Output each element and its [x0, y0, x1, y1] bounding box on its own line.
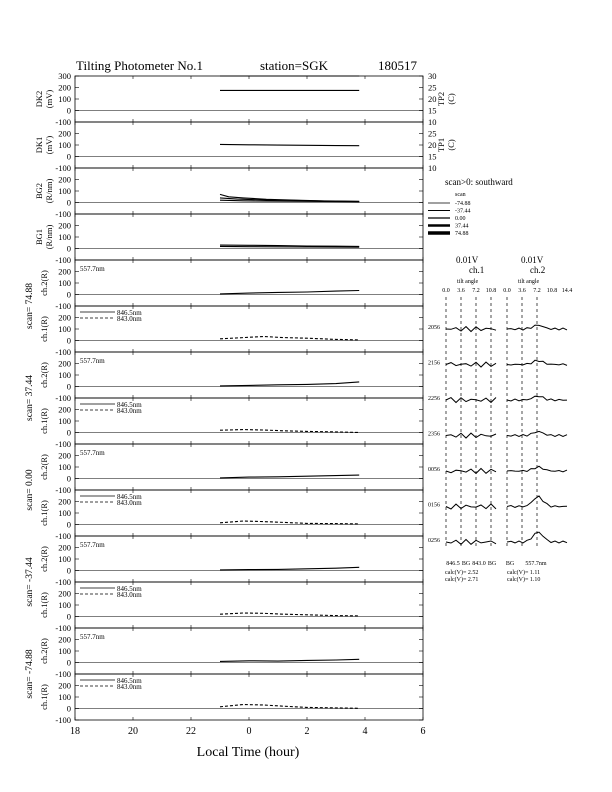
- y-label-line: ch.2(R): [39, 362, 49, 388]
- right-tick-label: 20: [428, 94, 437, 104]
- scan-group-label: scan= 0.00: [25, 469, 35, 511]
- y-tick-label: 100: [58, 692, 71, 702]
- data-series-line: [220, 430, 359, 433]
- ch1-bottom-label: 843.0: [472, 561, 486, 567]
- ch2-tick-label: 14.4: [561, 288, 573, 294]
- y-tick-label: 200: [58, 404, 71, 415]
- wavelength-annotation: 557.7nm: [80, 265, 105, 273]
- wavelength-annotation: 557.7nm: [80, 633, 105, 641]
- x-axis-title: Local Time (hour): [196, 745, 300, 760]
- y-label-line: ch.2(R): [39, 638, 49, 664]
- y-tick-label: 200: [58, 266, 71, 277]
- y-tick-label: 0: [66, 151, 71, 162]
- y-tick-label: 0: [66, 427, 71, 438]
- y-tick-label: 0: [66, 197, 71, 208]
- ch1-tilt-profile: [446, 362, 496, 367]
- panel-y-label: [34, 179, 54, 204]
- ch2-tick-label: 3.6: [518, 288, 526, 294]
- panel-frame: [75, 168, 423, 214]
- y-tick-label: -100: [55, 715, 71, 725]
- right-label-line: TP2: [436, 91, 446, 107]
- y-label-line: (R/nm): [44, 224, 54, 250]
- legend-label: 846.5nm: [117, 309, 142, 317]
- y-tick-label: 200: [58, 496, 71, 507]
- ch1-scale-label: 0.01V: [456, 255, 479, 265]
- ch1-bottom-label: 846.5: [446, 561, 460, 567]
- ch1-tick-label: 0.0: [442, 288, 450, 294]
- y-tick-label: -100: [55, 301, 71, 311]
- y-tick-label: 200: [58, 542, 71, 553]
- right-tick-label: 20: [428, 140, 437, 150]
- legend-label: 846.5nm: [117, 493, 142, 501]
- y-tick-label: -100: [55, 439, 71, 449]
- scan-time-label: 2156: [428, 360, 440, 367]
- x-tick-label: 18: [70, 726, 80, 737]
- y-tick-label: 100: [58, 94, 71, 104]
- data-series-line: [220, 382, 359, 386]
- side-legend-label: 74.88: [455, 231, 469, 237]
- y-tick-label: 200: [58, 450, 71, 461]
- x-tick-label: 4: [362, 726, 368, 737]
- y-label-line: ch.1(R): [39, 684, 49, 710]
- y-tick-label: 0: [66, 565, 71, 576]
- panel-frame: [75, 260, 423, 306]
- x-tick-label: 0: [246, 726, 252, 737]
- y-tick-label: -100: [55, 117, 71, 127]
- y-tick-label: -100: [55, 163, 71, 173]
- panel-y-label: [34, 136, 54, 155]
- y-tick-label: 100: [58, 186, 71, 196]
- ch1-tilt-profile: [446, 540, 496, 545]
- scan-time-label: 0056: [428, 467, 440, 473]
- y-tick-label: 100: [58, 324, 71, 334]
- legend-label: 843.0nm: [117, 499, 142, 507]
- y-tick-label: 0: [66, 473, 71, 484]
- panel-y-label: [39, 638, 49, 664]
- ch2-subheading: tilt angle: [518, 279, 540, 285]
- side-legend-title: scan>0: southward: [445, 177, 513, 187]
- ch2-tick-label: 0.0: [503, 288, 511, 294]
- ch1-tilt-profile: [446, 504, 496, 509]
- panel-frame: [75, 628, 423, 674]
- ch1-calc-value: calc(V)= 2.52: [445, 570, 479, 576]
- y-tick-label: 0: [66, 519, 71, 530]
- y-tick-label: 100: [58, 278, 71, 288]
- panel-y-label: [34, 90, 54, 109]
- y-tick-label: 0: [66, 289, 71, 300]
- ch2-scale-label: 0.01V: [521, 255, 544, 265]
- panel-stack: [25, 71, 456, 737]
- right-y-label: [436, 92, 456, 106]
- y-tick-label: 100: [58, 600, 71, 610]
- wavelength-annotation: 557.7nm: [80, 449, 105, 457]
- ch1-tick-label: 7.2: [472, 288, 480, 294]
- right-label-line: TP1: [436, 137, 446, 153]
- chart-title: Tilting Photometer No.1: [76, 58, 204, 73]
- data-series-line: [220, 567, 359, 570]
- panel-y-label: [39, 316, 49, 342]
- y-tick-label: -100: [55, 209, 71, 219]
- y-tick-label: 100: [58, 462, 71, 472]
- y-label-line: (mV): [44, 135, 54, 155]
- ch1-tick-label: 10.8: [485, 288, 497, 294]
- y-tick-label: 200: [58, 358, 71, 369]
- date-label: 180517: [378, 58, 417, 73]
- panel-frame: [75, 214, 423, 260]
- legend-label: 843.0nm: [117, 683, 142, 691]
- data-series-line: [220, 659, 359, 661]
- ch2-tick-label: 10.8: [546, 288, 558, 294]
- y-tick-label: -100: [55, 577, 71, 587]
- right-tick-label: 25: [428, 82, 437, 93]
- scan-time-label: 0256: [428, 538, 440, 544]
- panel-y-label: [34, 225, 54, 250]
- panel-y-label: [39, 270, 49, 296]
- y-label-line: ch.1(R): [39, 500, 49, 526]
- ch2-tilt-profile: [507, 466, 567, 472]
- legend-label: 843.0nm: [117, 315, 142, 323]
- ch2-calc-value: calc(V)= 1.10: [507, 577, 541, 583]
- y-tick-label: 100: [58, 232, 71, 242]
- legend-label: 843.0nm: [117, 407, 142, 415]
- right-label-line: (C): [446, 93, 456, 105]
- data-series-line: [220, 475, 359, 478]
- ch1-bottom-label: BG: [487, 561, 497, 567]
- y-tick-label: 0: [66, 243, 71, 254]
- data-series-line: [220, 337, 359, 340]
- x-tick-label: 20: [128, 726, 138, 737]
- panel-y-label: [39, 592, 49, 618]
- scan-time-label: 2256: [428, 396, 440, 402]
- scan-group-label: scan= 37.44: [25, 375, 35, 421]
- ch1-label: ch.1: [469, 265, 485, 275]
- panel-y-label: [39, 362, 49, 388]
- y-tick-label: 200: [58, 634, 71, 645]
- right-tick-label: 30: [428, 71, 437, 81]
- panel-frame: [75, 352, 423, 398]
- scan-time-label: 2356: [428, 431, 440, 438]
- y-label-line: ch.2(R): [39, 546, 49, 572]
- y-tick-label: 100: [58, 508, 71, 518]
- y-tick-label: 200: [58, 588, 71, 599]
- y-tick-label: -100: [55, 669, 71, 679]
- ch2-tick-label: 7.2: [533, 288, 541, 294]
- panel-y-label: [39, 454, 49, 480]
- panel-y-label: [39, 500, 49, 526]
- y-label-line: (mV): [44, 89, 54, 109]
- right-tick-label: 15: [428, 105, 437, 116]
- panel-y-label: [39, 546, 49, 572]
- y-label-line: ch.1(R): [39, 316, 49, 342]
- ch1-subheading: tilt angle: [457, 279, 479, 285]
- panel-frame: [75, 536, 423, 582]
- legend-label: 846.5nm: [117, 677, 142, 685]
- data-series-line: [220, 521, 359, 524]
- side-legend-header: scan: [455, 192, 466, 198]
- ch1-tilt-profile: [446, 433, 496, 438]
- y-tick-label: -100: [55, 393, 71, 403]
- y-tick-label: -100: [55, 255, 71, 265]
- y-tick-label: 0: [66, 335, 71, 346]
- legend-label: 846.5nm: [117, 401, 142, 409]
- y-label-line: DK2: [34, 90, 44, 108]
- y-tick-label: 300: [58, 71, 71, 81]
- y-tick-label: -100: [55, 347, 71, 357]
- y-tick-label: 200: [58, 128, 71, 139]
- y-label-line: ch.1(R): [39, 408, 49, 434]
- y-tick-label: 0: [66, 703, 71, 714]
- ch1-tilt-profile: [446, 398, 496, 403]
- wavelength-annotation: 557.7nm: [80, 541, 105, 549]
- right-tick-label: 15: [428, 151, 437, 162]
- y-label-line: BG1: [34, 228, 44, 246]
- ch2-calc-value: calc(V)= 1.11: [507, 570, 541, 576]
- y-tick-label: 0: [66, 611, 71, 622]
- right-tick-label: 10: [428, 163, 437, 173]
- x-tick-label: 6: [420, 726, 426, 737]
- y-tick-label: 200: [58, 312, 71, 323]
- right-tick-label: 10: [428, 117, 437, 127]
- y-label-line: BG2: [34, 182, 44, 200]
- y-tick-label: 100: [58, 416, 71, 426]
- y-label-line: ch.2(R): [39, 270, 49, 296]
- x-tick-label: 2: [304, 726, 310, 737]
- scan-group-label: scan= -74.88: [25, 649, 35, 699]
- ch1-tilt-profile: [446, 327, 496, 332]
- y-tick-label: 200: [58, 174, 71, 185]
- ch1-calc-value: calc(V)= 2.71: [445, 577, 479, 583]
- side-legend-label: -74.88: [455, 201, 471, 207]
- ch1-tilt-profile: [446, 469, 496, 474]
- ch2-bottom-label: BG: [505, 561, 515, 567]
- right-tick-label: 25: [428, 128, 437, 139]
- data-series-line: [220, 705, 359, 709]
- y-tick-label: 200: [58, 82, 71, 93]
- ch2-label: ch.2: [530, 265, 546, 275]
- ch1-tick-label: 3.6: [457, 288, 465, 294]
- panel-frame: [75, 76, 423, 122]
- panel-frame: [75, 444, 423, 490]
- side-legend-label: -37.44: [455, 208, 471, 215]
- scan-group-label: scan= -37.44: [25, 557, 35, 607]
- y-tick-label: 200: [58, 680, 71, 691]
- y-label-line: (R/nm): [44, 178, 54, 204]
- scan-group-label: scan= 74.88: [25, 283, 35, 329]
- y-tick-label: 0: [66, 105, 71, 116]
- y-tick-label: -100: [55, 485, 71, 495]
- x-tick-label: 22: [186, 726, 196, 737]
- y-tick-label: -100: [55, 623, 71, 633]
- wavelength-annotation: 557.7nm: [80, 357, 105, 365]
- panel-y-label: [39, 684, 49, 710]
- legend-label: 846.5nm: [117, 585, 142, 593]
- y-tick-label: 100: [58, 370, 71, 380]
- y-label-line: DK1: [34, 136, 44, 154]
- side-legend-label: 0.00: [455, 216, 466, 222]
- y-tick-label: 0: [66, 381, 71, 392]
- legend-label: 843.0nm: [117, 591, 142, 599]
- y-tick-label: -100: [55, 531, 71, 541]
- y-tick-label: 100: [58, 646, 71, 656]
- y-tick-label: 200: [58, 220, 71, 231]
- scan-time-label: 2056: [428, 325, 440, 331]
- right-y-label: [436, 138, 456, 152]
- ch2-bottom-label: 557.7nm: [525, 561, 547, 567]
- y-label-line: ch.1(R): [39, 592, 49, 618]
- panel-y-label: [39, 408, 49, 434]
- y-tick-label: 100: [58, 140, 71, 150]
- y-tick-label: 0: [66, 657, 71, 668]
- data-series-line: [220, 291, 359, 294]
- data-series-line: [220, 144, 359, 145]
- scan-time-label: 0156: [428, 502, 440, 509]
- data-series-line: [220, 613, 359, 616]
- right-label-line: (C): [446, 139, 456, 151]
- y-tick-label: 100: [58, 554, 71, 564]
- tilt-angle-panel: [428, 177, 572, 583]
- station-label: station=SGK: [260, 58, 329, 73]
- y-label-line: ch.2(R): [39, 454, 49, 480]
- side-legend-label: 37.44: [455, 223, 469, 230]
- ch1-bottom-label: BG: [461, 561, 471, 567]
